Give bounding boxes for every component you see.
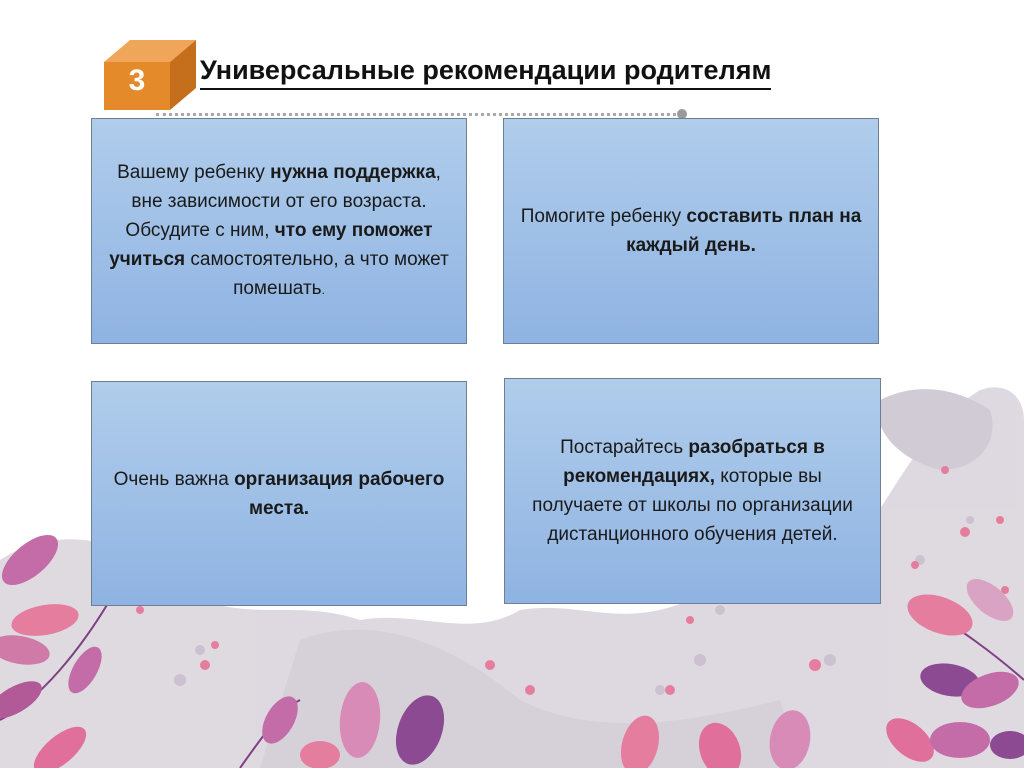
- card-text: Помогите ребенку составить план на каждый день.: [520, 206, 862, 256]
- title-dotted-divider: [156, 113, 682, 116]
- recommendation-card-plan: [503, 118, 879, 344]
- recommendation-card-school-advice: [504, 378, 881, 604]
- card-text: Постарайтесь разобраться в рекомендациях, которые вы получаете от школы по организации дистанционного обучения детей.: [532, 437, 853, 545]
- slide-number: 3: [128, 64, 146, 97]
- card-text: Вашему ребенку нужна поддержка, вне зависимости от его возраста. Обсудите с ним, что ему поможет учиться самостоятельно, а что может помешать.: [109, 161, 449, 299]
- page-title: Универсальные рекомендации родителям: [200, 52, 771, 90]
- recommendation-card-support: [91, 118, 467, 344]
- recommendation-card-workplace: [91, 381, 467, 606]
- card-text: Очень важна организация рабочего места.: [113, 468, 445, 519]
